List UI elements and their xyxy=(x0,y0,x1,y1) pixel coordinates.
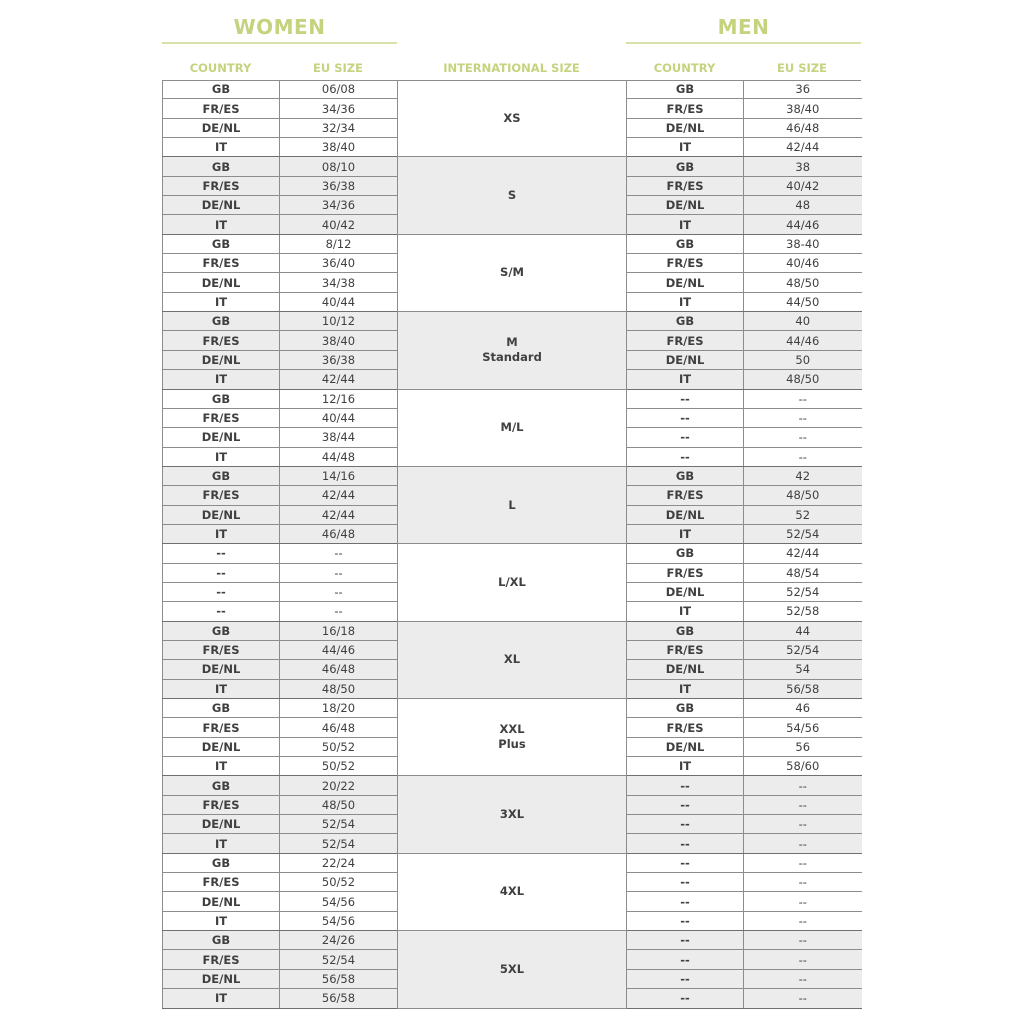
women-country-cell: IT xyxy=(163,447,280,466)
men-eu-size-cell: 48 xyxy=(744,196,862,215)
men-eu-size-cell: 44 xyxy=(744,621,862,640)
men-country-cell: IT xyxy=(627,370,744,389)
men-country-cell: DE/NL xyxy=(627,505,744,524)
women-eu-size-cell: -- xyxy=(280,544,398,563)
men-eu-size-cell: 46/48 xyxy=(744,118,862,137)
men-eu-size-cell: -- xyxy=(744,428,862,447)
women-eu-size-cell: 56/58 xyxy=(280,989,398,1008)
men-country-cell: GB xyxy=(627,312,744,331)
women-country-cell: GB xyxy=(163,80,280,99)
women-country-cell: FR/ES xyxy=(163,408,280,427)
women-eu-size-cell: 44/46 xyxy=(280,640,398,659)
women-eu-size-cell: 52/54 xyxy=(280,815,398,834)
women-eu-size-cell: 50/52 xyxy=(280,737,398,756)
table-row xyxy=(163,853,862,872)
men-eu-size-cell: 40/42 xyxy=(744,176,862,195)
men-country-cell: GB xyxy=(627,157,744,176)
women-eu-size-cell: 56/58 xyxy=(280,969,398,988)
women-eu-size-header: EU SIZE xyxy=(313,61,363,75)
women-eu-size-cell: 52/54 xyxy=(280,950,398,969)
men-country-cell: GB xyxy=(627,699,744,718)
international-size-label: S/M xyxy=(500,265,524,280)
international-size-label: XXL xyxy=(499,722,525,737)
women-country-cell: GB xyxy=(163,234,280,253)
women-country-cell: -- xyxy=(163,582,280,601)
women-eu-size-cell: 54/56 xyxy=(280,911,398,930)
men-country-cell: GB xyxy=(627,544,744,563)
men-country-cell: -- xyxy=(627,911,744,930)
women-eu-size-cell: -- xyxy=(280,563,398,582)
men-country-cell: FR/ES xyxy=(627,640,744,659)
men-eu-size-cell: 44/46 xyxy=(744,215,862,234)
international-size-cell xyxy=(398,389,627,466)
women-eu-size-cell: -- xyxy=(280,602,398,621)
men-eu-size-cell: -- xyxy=(744,776,862,795)
international-size-label: Standard xyxy=(482,350,542,365)
women-eu-size-cell: 36/38 xyxy=(280,176,398,195)
international-size-label: 5XL xyxy=(499,961,525,976)
women-country-cell: GB xyxy=(163,699,280,718)
men-eu-size-cell: 46 xyxy=(744,699,862,718)
women-country-cell: IT xyxy=(163,138,280,157)
women-country-cell: IT xyxy=(163,757,280,776)
men-eu-size-cell: 36 xyxy=(744,80,862,99)
women-country-cell: DE/NL xyxy=(163,892,280,911)
women-country-cell: IT xyxy=(163,370,280,389)
women-country-cell: DE/NL xyxy=(163,660,280,679)
men-eu-size-cell: 56/58 xyxy=(744,679,862,698)
men-eu-size-cell: 48/50 xyxy=(744,370,862,389)
women-country-cell: GB xyxy=(163,466,280,485)
men-country-header: COUNTRY xyxy=(653,61,716,75)
women-country-cell: FR/ES xyxy=(163,254,280,273)
men-eu-size-cell: 52 xyxy=(744,505,862,524)
women-country-cell: -- xyxy=(163,544,280,563)
table-row xyxy=(163,776,862,795)
men-eu-size-cell: -- xyxy=(744,795,862,814)
women-eu-size-cell: 36/40 xyxy=(280,254,398,273)
women-eu-size-cell: 10/12 xyxy=(280,312,398,331)
women-country-cell: IT xyxy=(163,292,280,311)
women-eu-size-cell: 06/08 xyxy=(280,80,398,99)
table-row xyxy=(163,389,862,408)
men-country-cell: DE/NL xyxy=(627,737,744,756)
men-country-cell: DE/NL xyxy=(627,118,744,137)
table-row xyxy=(163,80,862,99)
women-country-cell: DE/NL xyxy=(163,505,280,524)
women-eu-size-cell: 20/22 xyxy=(280,776,398,795)
table-row xyxy=(163,931,862,950)
women-country-cell: DE/NL xyxy=(163,118,280,137)
international-size-cell xyxy=(398,621,627,698)
women-country-cell: -- xyxy=(163,563,280,582)
men-eu-size-cell: -- xyxy=(744,989,862,1008)
women-country-cell: IT xyxy=(163,524,280,543)
women-eu-size-cell: 42/44 xyxy=(280,486,398,505)
men-eu-size-cell: 56 xyxy=(744,737,862,756)
women-country-cell: IT xyxy=(163,989,280,1008)
women-eu-size-cell: 50/52 xyxy=(280,873,398,892)
women-country-cell: DE/NL xyxy=(163,815,280,834)
men-country-cell: -- xyxy=(627,834,744,853)
men-country-cell: FR/ES xyxy=(627,331,744,350)
men-country-cell: -- xyxy=(627,892,744,911)
women-eu-size-cell: 34/36 xyxy=(280,196,398,215)
women-country-cell: FR/ES xyxy=(163,795,280,814)
women-country-cell: GB xyxy=(163,853,280,872)
men-country-cell: IT xyxy=(627,602,744,621)
women-country-cell: GB xyxy=(163,931,280,950)
women-eu-size-cell: 14/16 xyxy=(280,466,398,485)
women-country-cell: DE/NL xyxy=(163,737,280,756)
men-eu-size-cell: -- xyxy=(744,911,862,930)
women-country-cell: DE/NL xyxy=(163,428,280,447)
women-eu-size-cell: 38/40 xyxy=(280,138,398,157)
men-heading: MEN xyxy=(626,12,861,44)
men-eu-size-cell: -- xyxy=(744,873,862,892)
international-size-label: L xyxy=(508,497,516,512)
men-eu-size-cell: -- xyxy=(744,408,862,427)
men-country-cell: DE/NL xyxy=(627,582,744,601)
international-size-label: Plus xyxy=(498,737,526,752)
international-size-cell xyxy=(398,234,627,311)
men-eu-size-cell: 48/54 xyxy=(744,563,862,582)
women-country-cell: GB xyxy=(163,776,280,795)
international-size-label: M/L xyxy=(500,420,524,435)
women-country-cell: FR/ES xyxy=(163,718,280,737)
women-eu-size-cell: 52/54 xyxy=(280,834,398,853)
table-row xyxy=(163,466,862,485)
women-eu-size-cell: 42/44 xyxy=(280,505,398,524)
women-eu-size-cell: 48/50 xyxy=(280,679,398,698)
men-country-cell: IT xyxy=(627,757,744,776)
table-row xyxy=(163,699,862,718)
international-size-cell xyxy=(398,544,627,621)
table-row xyxy=(163,157,862,176)
men-country-cell: FR/ES xyxy=(627,254,744,273)
women-eu-size-cell: 16/18 xyxy=(280,621,398,640)
women-eu-size-cell: 46/48 xyxy=(280,718,398,737)
men-country-cell: FR/ES xyxy=(627,176,744,195)
men-country-cell: IT xyxy=(627,292,744,311)
women-eu-size-cell: 38/40 xyxy=(280,331,398,350)
women-country-cell: FR/ES xyxy=(163,640,280,659)
men-country-cell: -- xyxy=(627,873,744,892)
women-country-cell: DE/NL xyxy=(163,273,280,292)
men-eu-size-cell: 42 xyxy=(744,466,862,485)
men-country-cell: FR/ES xyxy=(627,99,744,118)
men-country-cell: FR/ES xyxy=(627,486,744,505)
men-eu-size-cell: 38/40 xyxy=(744,99,862,118)
men-eu-size-cell: 42/44 xyxy=(744,544,862,563)
men-country-cell: GB xyxy=(627,466,744,485)
international-size-label: XS xyxy=(503,110,521,125)
women-country-cell: FR/ES xyxy=(163,873,280,892)
international-size-label: L/XL xyxy=(498,574,526,589)
men-eu-size-cell: -- xyxy=(744,950,862,969)
men-country-cell: -- xyxy=(627,950,744,969)
women-eu-size-cell: 8/12 xyxy=(280,234,398,253)
international-size-label: 4XL xyxy=(499,884,525,899)
men-eu-size-cell: -- xyxy=(744,931,862,950)
men-country-cell: -- xyxy=(627,931,744,950)
women-eu-size-cell: -- xyxy=(280,582,398,601)
men-eu-size-header: EU SIZE xyxy=(777,61,827,75)
women-eu-size-cell: 38/44 xyxy=(280,428,398,447)
men-country-cell: DE/NL xyxy=(627,196,744,215)
women-eu-size-cell: 42/44 xyxy=(280,370,398,389)
table-row xyxy=(163,621,862,640)
men-eu-size-cell: -- xyxy=(744,969,862,988)
size-chart-table xyxy=(162,80,862,1009)
men-eu-size-cell: 38 xyxy=(744,157,862,176)
women-country-cell: -- xyxy=(163,602,280,621)
women-eu-size-cell: 18/20 xyxy=(280,699,398,718)
men-country-cell: GB xyxy=(627,621,744,640)
men-eu-size-cell: -- xyxy=(744,853,862,872)
men-country-cell: -- xyxy=(627,389,744,408)
men-country-cell: FR/ES xyxy=(627,563,744,582)
women-eu-size-cell: 44/48 xyxy=(280,447,398,466)
women-eu-size-cell: 08/10 xyxy=(280,157,398,176)
women-eu-size-cell: 48/50 xyxy=(280,795,398,814)
women-country-cell: FR/ES xyxy=(163,99,280,118)
women-country-cell: DE/NL xyxy=(163,350,280,369)
men-eu-size-cell: -- xyxy=(744,892,862,911)
women-eu-size-cell: 32/34 xyxy=(280,118,398,137)
men-eu-size-cell: 54 xyxy=(744,660,862,679)
international-size-cell xyxy=(398,931,627,1008)
international-size-header: INTERNATIONAL SIZE xyxy=(443,61,580,75)
international-size-cell xyxy=(398,699,627,776)
men-country-cell: -- xyxy=(627,795,744,814)
men-country-cell: -- xyxy=(627,776,744,795)
table-row xyxy=(163,544,862,563)
women-eu-size-cell: 40/44 xyxy=(280,408,398,427)
men-country-cell: -- xyxy=(627,447,744,466)
women-country-cell: GB xyxy=(163,312,280,331)
women-eu-size-cell: 34/36 xyxy=(280,99,398,118)
women-country-cell: IT xyxy=(163,911,280,930)
men-eu-size-cell: -- xyxy=(744,815,862,834)
men-eu-size-cell: 44/50 xyxy=(744,292,862,311)
women-country-cell: GB xyxy=(163,621,280,640)
men-country-cell: -- xyxy=(627,815,744,834)
women-country-cell: DE/NL xyxy=(163,196,280,215)
men-eu-size-cell: 54/56 xyxy=(744,718,862,737)
women-eu-size-cell: 22/24 xyxy=(280,853,398,872)
men-eu-size-cell: -- xyxy=(744,389,862,408)
women-eu-size-cell: 12/16 xyxy=(280,389,398,408)
international-size-label: XL xyxy=(503,652,521,667)
men-country-cell: GB xyxy=(627,234,744,253)
women-eu-size-cell: 50/52 xyxy=(280,757,398,776)
men-eu-size-cell: -- xyxy=(744,834,862,853)
women-eu-size-cell: 40/42 xyxy=(280,215,398,234)
men-eu-size-cell: -- xyxy=(744,447,862,466)
women-eu-size-cell: 36/38 xyxy=(280,350,398,369)
women-eu-size-cell: 40/44 xyxy=(280,292,398,311)
women-eu-size-cell: 34/38 xyxy=(280,273,398,292)
women-country-cell: IT xyxy=(163,834,280,853)
international-size-cell xyxy=(398,466,627,543)
men-country-cell: -- xyxy=(627,989,744,1008)
men-country-cell: FR/ES xyxy=(627,718,744,737)
men-eu-size-cell: 40 xyxy=(744,312,862,331)
men-eu-size-cell: 44/46 xyxy=(744,331,862,350)
women-eu-size-cell: 46/48 xyxy=(280,660,398,679)
women-country-cell: IT xyxy=(163,679,280,698)
men-eu-size-cell: 48/50 xyxy=(744,486,862,505)
women-eu-size-cell: 54/56 xyxy=(280,892,398,911)
men-country-cell: IT xyxy=(627,524,744,543)
table-row xyxy=(163,312,862,331)
men-eu-size-cell: 52/54 xyxy=(744,640,862,659)
men-country-cell: IT xyxy=(627,138,744,157)
men-country-cell: DE/NL xyxy=(627,273,744,292)
men-eu-size-cell: 52/58 xyxy=(744,602,862,621)
men-country-cell: -- xyxy=(627,408,744,427)
women-country-cell: DE/NL xyxy=(163,969,280,988)
men-country-cell: DE/NL xyxy=(627,660,744,679)
international-size-cell xyxy=(398,776,627,853)
men-country-cell: GB xyxy=(627,80,744,99)
table-row xyxy=(163,234,862,253)
men-eu-size-cell: 50 xyxy=(744,350,862,369)
women-country-header: COUNTRY xyxy=(189,61,252,75)
men-country-cell: IT xyxy=(627,679,744,698)
women-country-cell: GB xyxy=(163,157,280,176)
men-eu-size-cell: 52/54 xyxy=(744,524,862,543)
men-country-cell: -- xyxy=(627,428,744,447)
women-country-cell: GB xyxy=(163,389,280,408)
women-country-cell: IT xyxy=(163,215,280,234)
women-eu-size-cell: 46/48 xyxy=(280,524,398,543)
women-country-cell: FR/ES xyxy=(163,176,280,195)
men-eu-size-cell: 42/44 xyxy=(744,138,862,157)
women-country-cell: FR/ES xyxy=(163,950,280,969)
women-eu-size-cell: 24/26 xyxy=(280,931,398,950)
men-eu-size-cell: 38-40 xyxy=(744,234,862,253)
men-country-cell: IT xyxy=(627,215,744,234)
men-eu-size-cell: 48/50 xyxy=(744,273,862,292)
women-country-cell: FR/ES xyxy=(163,331,280,350)
international-size-label: M xyxy=(506,335,518,350)
men-eu-size-cell: 40/46 xyxy=(744,254,862,273)
men-country-cell: DE/NL xyxy=(627,350,744,369)
international-size-cell xyxy=(398,80,627,157)
international-size-cell xyxy=(398,853,627,930)
international-size-cell xyxy=(398,312,627,389)
women-country-cell: FR/ES xyxy=(163,486,280,505)
women-heading: WOMEN xyxy=(162,12,397,44)
men-eu-size-cell: 58/60 xyxy=(744,757,862,776)
men-country-cell: -- xyxy=(627,853,744,872)
men-eu-size-cell: 52/54 xyxy=(744,582,862,601)
international-size-cell xyxy=(398,157,627,234)
international-size-label: 3XL xyxy=(499,807,525,822)
men-country-cell: -- xyxy=(627,969,744,988)
international-size-label: S xyxy=(507,188,517,203)
